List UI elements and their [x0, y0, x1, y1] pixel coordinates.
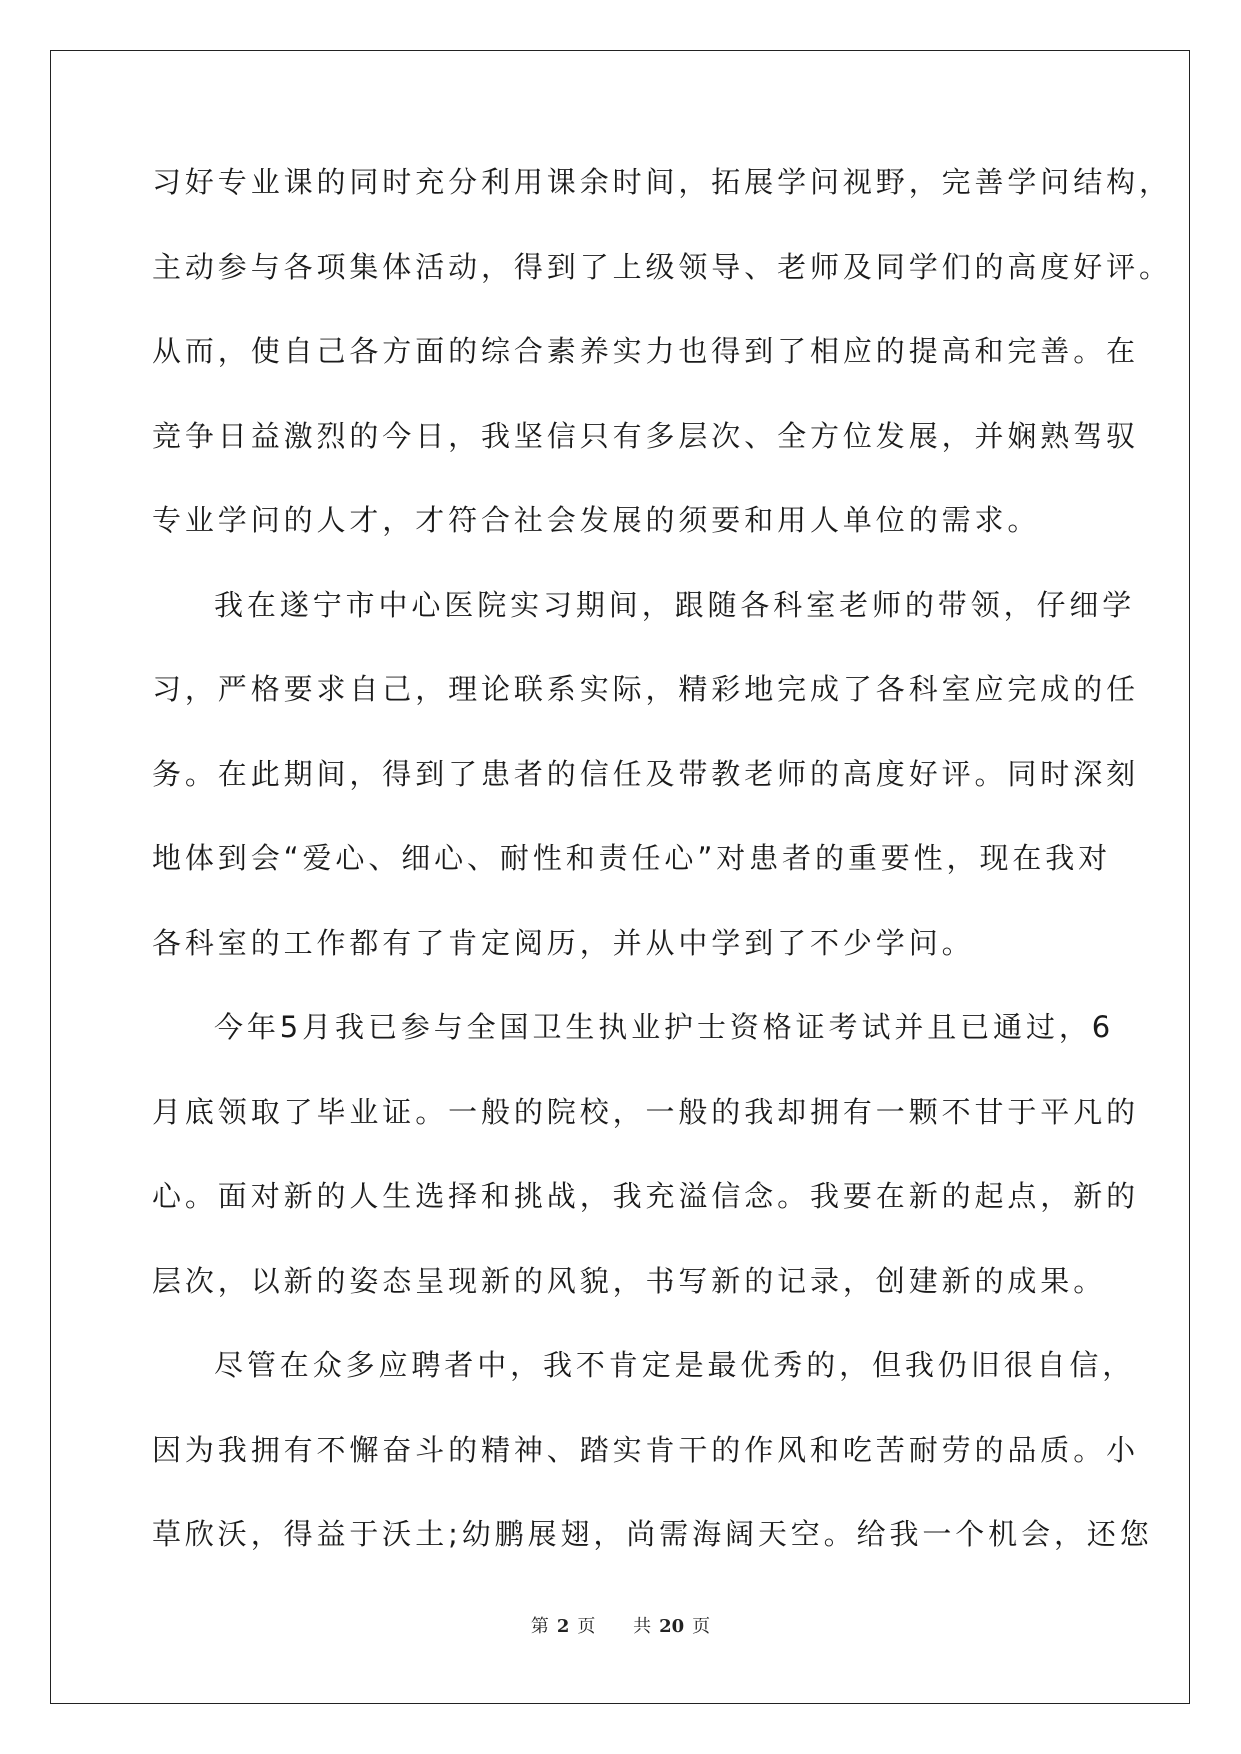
text-line: 因为我拥有不懈奋斗的精神、踏实肯干的作风和吃苦耐劳的品质。小 [152, 1432, 1140, 1467]
text-line: 主动参与各项集体活动，得到了上级领导、老师及同学们的高度好评。 [152, 249, 1172, 284]
text-line: 习好专业课的同时充分利用课余时间，拓展学问视野，完善学问结构， [152, 165, 1172, 199]
total-suffix: 页 [692, 1616, 711, 1637]
page-total [625, 1616, 718, 1637]
text-line: 草欣沃，得益于沃土;幼鹏展翅，尚需海阔天空。给我一个机会，还您 [152, 1517, 1153, 1551]
paragraph-first-line: 尽管在众多应聘者中，我不肯定是最优秀的，但我仍旧很自信， [214, 1348, 1136, 1382]
text-line: 竞争日益激烈的今日，我坚信只有多层次、全方位发展，并娴熟驾驭 [152, 418, 1140, 453]
document-body [152, 165, 1172, 1605]
page-footer [0, 1612, 1241, 1638]
text-line: 层次，以新的姿态呈现新的风貌，书写新的记录，创建新的成果。 [152, 1263, 1107, 1298]
text-line: 务。在此期间，得到了患者的信任及带教老师的高度好评。同时深刻 [152, 756, 1140, 791]
text-line: 地体到会“爱心、细心、耐性和责任心”对患者的重要性，现在我对 [152, 841, 1112, 875]
page-suffix: 页 [577, 1616, 596, 1637]
page-prefix: 第 [530, 1616, 549, 1637]
text-line: 月底领取了毕业证。一般的院校，一般的我却拥有一颗不甘于平凡的 [152, 1094, 1140, 1129]
text-line: 从而，使自己各方面的综合素养实力也得到了相应的提高和完善。在 [152, 334, 1140, 368]
current-page: 2 [556, 1616, 570, 1637]
total-pages: 20 [659, 1616, 685, 1637]
paragraph-first-line: 我在遂宁市中心医院实习期间，跟随各科室老师的带领，仔细学 [214, 587, 1136, 622]
page-number [523, 1616, 604, 1637]
text-line: 习，严格要求自己，理论联系实际，精彩地完成了各科室应完成的任 [152, 672, 1140, 706]
text-line: 各科室的工作都有了肯定阅历，并从中学到了不少学问。 [152, 925, 975, 960]
text-line: 心。面对新的人生选择和挑战，我充溢信念。我要在新的起点，新的 [152, 1179, 1140, 1213]
total-prefix: 共 [633, 1616, 652, 1637]
paragraph-first-line: 今年5月我已参与全国卫生执业护士资格证考试并且已通过，6 [214, 1010, 1115, 1044]
text-line: 专业学问的人才，才符合社会发展的须要和用人单位的需求。 [152, 503, 1041, 537]
